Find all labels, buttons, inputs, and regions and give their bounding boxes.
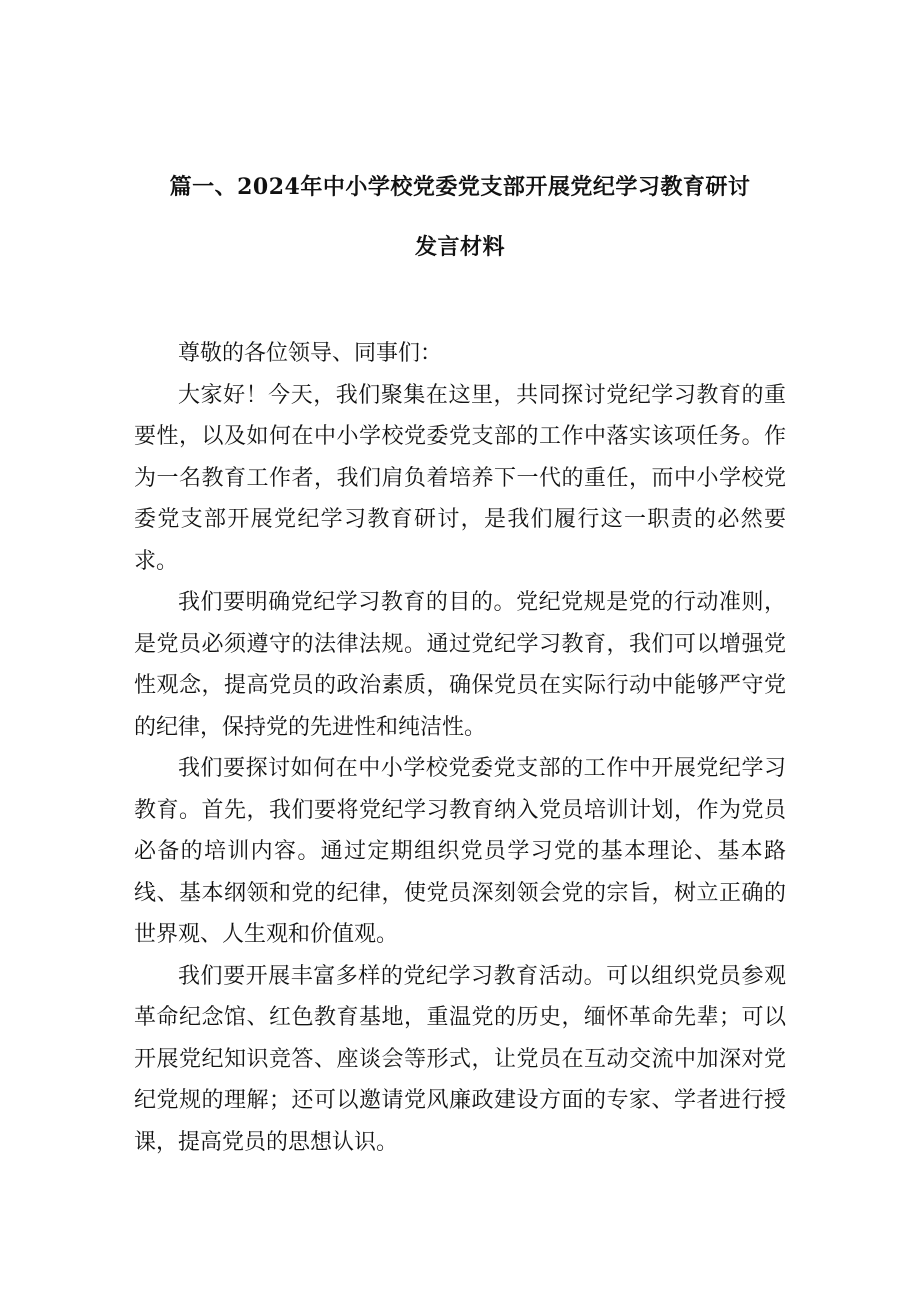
salutation: 尊敬的各位领导、同事们： <box>178 341 443 366</box>
document-title-line-1: 篇一、2024年中小学校党委党支部开展党纪学习教育研讨 <box>169 174 751 200</box>
document-title-line-2: 发言材料 <box>414 234 505 260</box>
paragraph-2: 我们要明确党纪学习教育的目的。党纪党规是党的行动准则，是党员必须遵守的法律法规。通过党纪学习教育，我们可以增强党性观念，提高党员的政治素质，确保党员在实际行动中能够严守党的纪律，保持党的先进性和纯洁性。 <box>134 590 786 740</box>
paragraph-1: 大家好！今天，我们聚集在这里，共同探讨党纪学习教育的重要性，以及如何在中小学校党委党支部的工作中落实该项任务。作为一名教育工作者，我们肩负着培养下一代的重任，而中小学校党委党支部开展党纪学习教育研讨，是我们履行这一职责的必然要求。 <box>134 382 786 574</box>
paragraph-3: 我们要探讨如何在中小学校党委党支部的工作中开展党纪学习教育。首先，我们要将党纪学习教育纳入党员培训计划，作为党员必备的培训内容。通过定期组织党员学习党的基本理论、基本路线、基本纲领和党的纪律，使党员深刻领会党的宗旨，树立正确的世界观、人生观和价值观。 <box>134 756 786 947</box>
document-body <box>134 333 786 1163</box>
paragraph-4: 我们要开展丰富多样的党纪学习教育活动。可以组织党员参观革命纪念馆、红色教育基地，重温党的历史，缅怀革命先辈；可以开展党纪知识竞答、座谈会等形式，让党员在互动交流中加深对党纪党规的理解；还可以邀请党风廉政建设方面的专家、学者进行授课，提高党员的思想认识。 <box>134 963 786 1155</box>
